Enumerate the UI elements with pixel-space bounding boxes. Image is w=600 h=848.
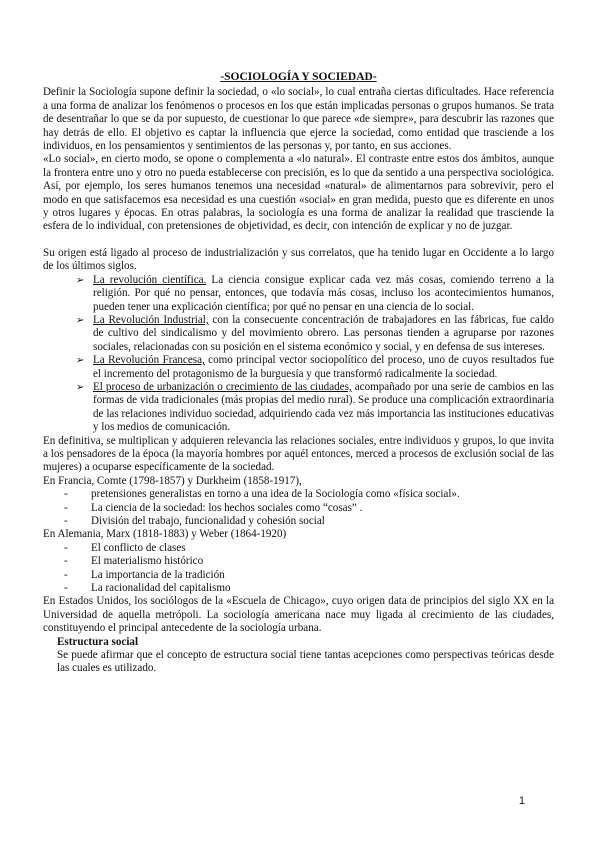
dash-bullet: - (64, 555, 68, 568)
section-heading: Estructura social (57, 635, 139, 648)
dash-bullet: - (64, 541, 68, 554)
page-number: 1 (518, 795, 525, 807)
section-paragraph: Se puede afirmar que el concepto de estructura social tiene tantas acepciones como perspectivas teóricas desde las cuales es utilizado. (57, 649, 554, 675)
document-content (43, 71, 554, 676)
list-item (43, 354, 554, 381)
list-item-text: La ciencia de la sociedad: los hechos sociales como “cosas” . (91, 501, 363, 514)
list-item-text: La importancia de la tradición (91, 568, 225, 581)
list-item (43, 515, 554, 528)
list-item-text: pretensiones generalistas en torno a una idea de la Sociología como «física social». (91, 488, 460, 501)
list-item-heading: La Revolución Francesa, (93, 354, 205, 367)
list-item (43, 274, 554, 314)
dash-bullet: - (64, 582, 68, 595)
list-item-text: como principal vector sociopolítico del proceso, uno de cuyos resultados fue el incremento del protagonismo de la burguesía y que transformó radicalmente la sociedad. (93, 354, 554, 380)
list-item-text: El conflicto de clases (91, 541, 186, 554)
page-title: -SOCIOLOGÍA Y SOCIEDAD- (220, 71, 377, 83)
usa-paragraph: En Estados Unidos, los sociólogos de la «Escuela de Chicago», cuyo origen data de principios del siglo XX en la Universidad de aquella metrópoli. La sociología americana nace muy ligada al crecimiento de las ciudades, constituyendo el principal antecedente de la sociología urbana. (43, 595, 554, 635)
list-item (43, 314, 554, 354)
paragraph-gap (43, 234, 554, 247)
arrow-bullet-icon: ➢ (76, 355, 85, 367)
list-item-heading: La revolución científica. (93, 273, 207, 286)
list-item-text: acompañado por una serie de cambios en las formas de vida tradicionales (más propias del medio rural). Se produce una complicación extraordinaria de las relaciones individuo sociedad, adquiriendo cada vez más importancia las instituciones educativas y los medios de comunicación. (93, 380, 555, 434)
list-item (43, 555, 554, 568)
list-item-text: con la consecuente concentración de trabajadores en las fábricas, fue caldo de cultivo del sindicalismo y del movimiento obrero. Las personas tienden a agruparse por razones sociales, relacionadas con su posición en el sistema económico y social, y en defensa de sus intereses. (93, 313, 554, 353)
list-item-text: La racionalidad del capitalismo (91, 582, 231, 595)
intro-paragraph-2: «Lo social», en cierto modo, se opone o complementa a «lo natural». El contraste entre estos dos ámbitos, aunque la frontera entre uno y otro no pueda establecerse con precisión, es lo que da sentido a una perspectiva sociológica. Así, por ejemplo, los seres humanos tenemos una necesidad «natural» de alimentarnos para sobrevivir, pero el modo en que satisfacemos esa necesidad es una cuestión «social» en gran medida, puesto que es diferente en unos y otros lugares y épocas. En otras palabras, la sociología es una forma de analizar la realidad que trasciende la esfera de lo individual, con pretensiones de objetividad, es decir, con intención de explicar y no de juzgar. (43, 153, 554, 233)
france-intro: En Francia, Comte (1798-1857) y Durkheim (1858-1917), (43, 474, 302, 487)
dash-bullet: - (64, 488, 68, 501)
list-item-heading: El proceso de urbanización o crecimiento de las ciudades, (93, 380, 352, 393)
arrow-bullet-icon: ➢ (76, 274, 85, 286)
list-item-text: El materialismo histórico (91, 555, 204, 568)
list-item (43, 488, 554, 501)
origin-paragraph: Su origen está ligado al proceso de industrialización y sus correlatos, que ha tenido lugar en Occidente a lo largo de los últimos siglos. (43, 246, 554, 273)
conclusion-paragraph: En definitiva, se multiplican y adquieren relevancia las relaciones sociales, entre individuos y grupos, lo que invita a los pensadores de la época (la mayoría hombres por aquél entonces, merced a procesos de exclusión social de las mujeres) a ocuparse específicamente de la sociedad. (43, 434, 554, 474)
intro-paragraph-1: Definir la Sociología supone definir la sociedad, o «lo social», lo cual entraña ciertas dificultades. Hace referencia a una forma de analizar los fenómenos o procesos en los que están implicadas personas o grupos humanos. Se trata de desentrañar lo que se da por supuesto, de cuestionar lo que parece «de siempre», para descubrir las razones que hay detrás de ello. El objetivo es captar la influencia que ejerce la sociedad, como entidad que trasciende a los individuos, en los pensamientos y sentimientos de las personas y, por tanto, en sus acciones. (43, 86, 554, 153)
list-item-text: División del trabajo, funcionalidad y cohesión social (91, 515, 325, 527)
dash-bullet: - (64, 501, 68, 514)
dash-bullet: - (64, 568, 68, 581)
dash-bullet: - (64, 515, 68, 527)
list-item-text: La ciencia consigue explicar cada vez más cosas, comiendo terreno a la religión. Por qué no pensar, entonces, que todavía más cosas, incluso los acontecimientos humanos, pueden tener una explicación científica; por qué no pensar en una ciencia de lo social. (93, 273, 554, 313)
list-item-heading: La Revolución Industrial, (93, 313, 209, 326)
germany-intro: En Alemania, Marx (1818-1883) y Weber (1864-1920) (43, 528, 287, 541)
arrow-bullet-icon: ➢ (76, 314, 85, 326)
list-item (43, 381, 554, 435)
list-item (43, 569, 554, 582)
arrow-bullet-icon: ➢ (76, 381, 85, 393)
list-item (43, 542, 554, 555)
list-item (43, 582, 554, 595)
list-item (43, 502, 554, 515)
